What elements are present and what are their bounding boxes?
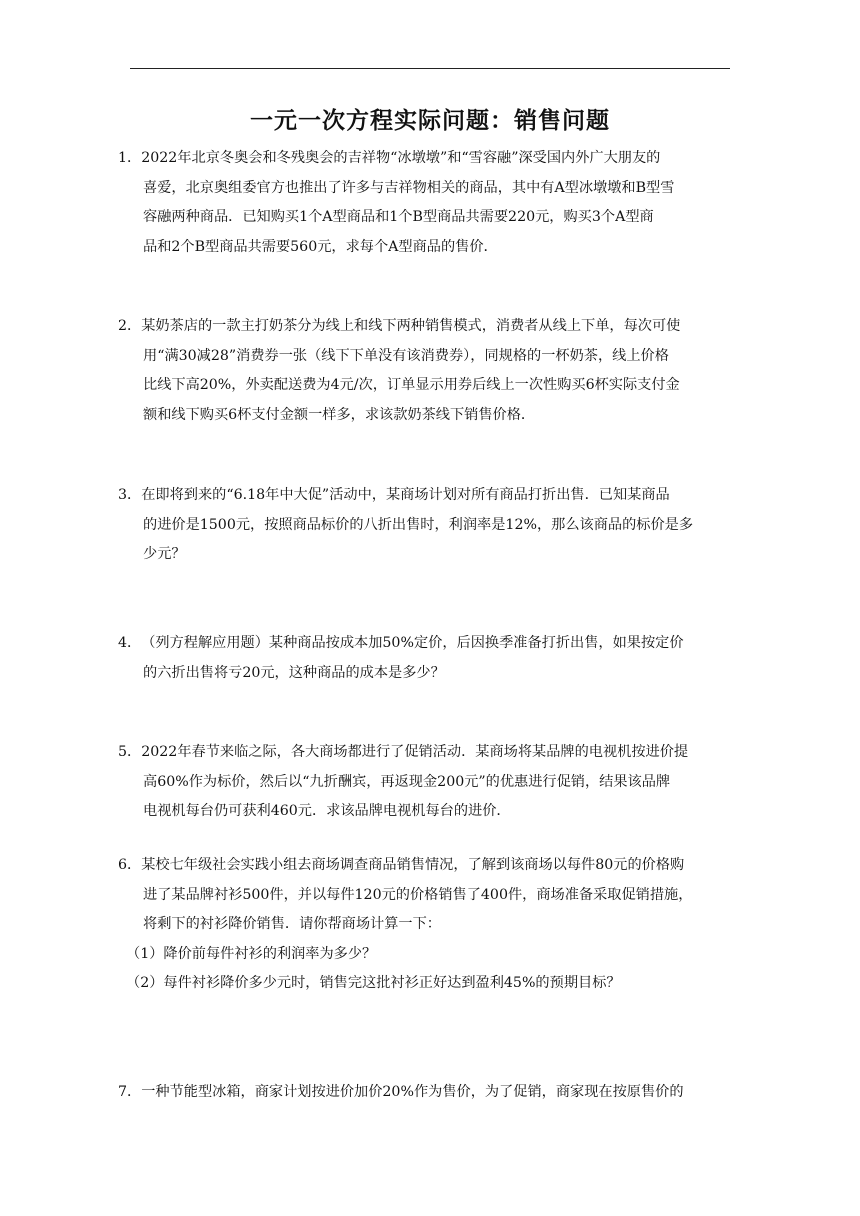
problem-text-line: 的进价是1500元，按照商品标价的八折出售时，利润率是12%，那么该商品的标价是多 bbox=[143, 516, 694, 533]
problem-text-line: 比线下高20%，外卖配送费为4元/次，订单显示用券后线上一次性购买6杯实际支付金 bbox=[143, 377, 680, 393]
subquestion-2: （2）每件衬衫降价多少元时，销售完这批衬衫正好达到盈利45%的预期目标？ bbox=[126, 975, 621, 991]
problem-text-line: 高60%作为标价，然后以“九折酬宾，再返现金200元”的优惠进行促销，结果该品牌 bbox=[143, 773, 671, 790]
problem-text-line: 某校七年级社会实践小组去商场调查商品销售情况，了解到该商场以每件80元的价格购 bbox=[141, 857, 685, 873]
problem-number: 6． bbox=[118, 857, 142, 873]
problem-3 bbox=[118, 481, 730, 570]
problem-6 bbox=[118, 851, 730, 999]
problem-text-line: 容融两种商品．已知购买1个A型商品和1个B型商品共需要220元，购买3个A型商 bbox=[143, 209, 654, 225]
problem-text-line: 2022年春节来临之际，各大商场都进行了促销活动．某商场将某品牌的电视机按进价提 bbox=[141, 744, 689, 760]
problem-4 bbox=[118, 629, 730, 688]
problem-1 bbox=[118, 144, 730, 262]
problem-number: 4． bbox=[118, 635, 142, 651]
problem-number: 2． bbox=[118, 318, 142, 334]
problem-text-line: 用“满30减28”消费券一张（线下下单没有该消费券），同规格的一杯奶茶，线上价格 bbox=[143, 347, 669, 364]
problem-text-line: 喜爱，北京奥组委官方也推出了许多与吉祥物相关的商品，其中有A型冰墩墩和B型雪 bbox=[143, 179, 675, 196]
problem-text-line: 进了某品牌衬衫500件，并以每件120元的价格销售了400件，商场准备采取促销措施， bbox=[143, 886, 693, 903]
subquestion-1: （1）降价前每件衬衫的利润率为多少？ bbox=[126, 945, 377, 962]
problem-5 bbox=[118, 738, 730, 827]
problem-text-line: 某奶茶店的一款主打奶茶分为线上和线下两种销售模式，消费者从线上下单，每次可使 bbox=[141, 318, 681, 334]
header-rule bbox=[130, 68, 730, 69]
problem-text-line: 一种节能型冰箱，商家计划按进价加价20%作为售价，为了促销，商家现在按原售价的 bbox=[141, 1084, 684, 1100]
problem-2 bbox=[118, 312, 730, 430]
problem-text-line: 将剩下的衬衫降价销售．请你帮商场计算一下： bbox=[143, 916, 441, 932]
problem-text-line: 品和2个B型商品共需要560元，求每个A型商品的售价． bbox=[143, 238, 498, 255]
problem-text-line: 在即将到来的“6.18年中大促”活动中，某商场计划对所有商品打折出售．已知某商品 bbox=[141, 487, 670, 503]
problem-text-line: 电视机每台仍可获利460元．求该品牌电视机每台的进价． bbox=[143, 803, 511, 819]
problem-7 bbox=[118, 1078, 730, 1108]
problem-number: 7． bbox=[118, 1084, 142, 1100]
problem-text-line: 少元？ bbox=[143, 546, 186, 562]
problem-text-line: 的六折出售将亏20元，这种商品的成本是多少？ bbox=[143, 664, 445, 681]
problem-number: 3． bbox=[118, 487, 142, 503]
page-title: 一元一次方程实际问题：销售问题 bbox=[250, 108, 610, 134]
problem-text-line: 2022年北京冬奥会和冬残奥会的吉祥物“冰墩墩”和“雪容融”深受国内外广大朋友的 bbox=[141, 150, 661, 166]
problem-text-line: （列方程解应用题）某种商品按成本加50%定价，后因换季准备打折出售，如果按定价 bbox=[141, 635, 684, 651]
problem-text-line: 额和线下购买6杯支付金额一样多，求该款奶茶线下销售价格． bbox=[143, 406, 536, 423]
problem-number: 1． bbox=[118, 150, 142, 166]
problem-number: 5． bbox=[118, 744, 142, 760]
